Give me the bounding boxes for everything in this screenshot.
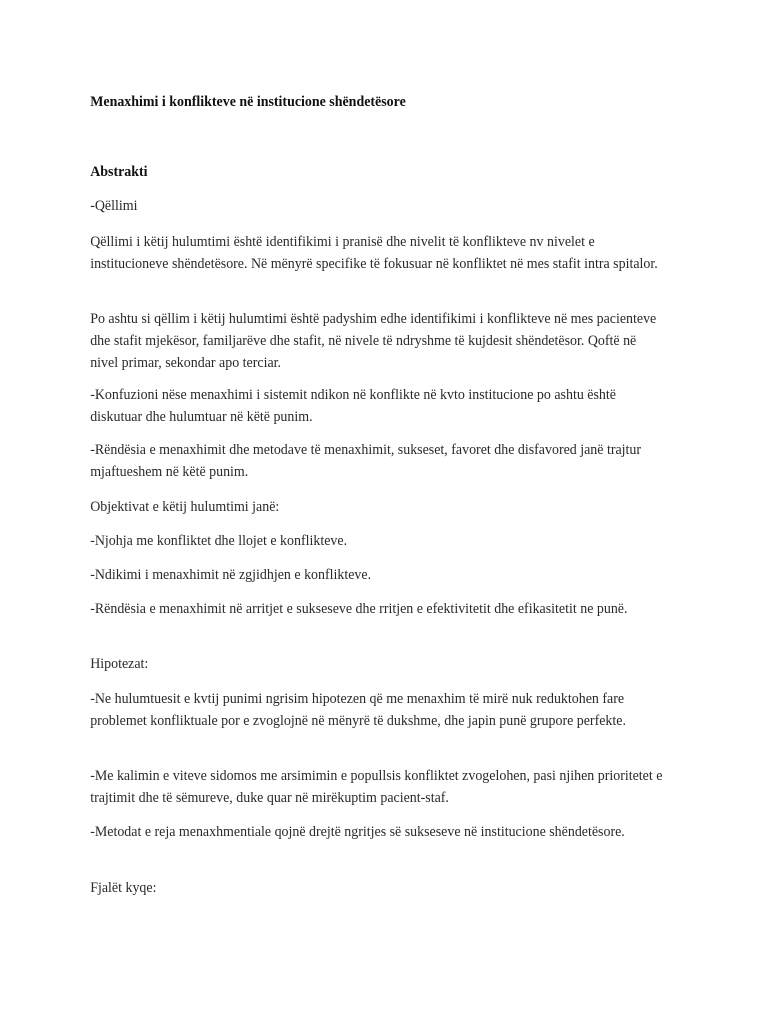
paragraph-qellimi-label: -Qëllimi — [90, 198, 138, 214]
paragraph-hipotezat-heading: Hipotezat: — [90, 656, 149, 672]
list-item-hypothesis-3: -Metodat e reja menaxhmentiale qojnë drejtë ngritjes së sukseseve në institucione shëndetësore. — [90, 824, 625, 840]
list-item-objective-1: -Njohja me konfliktet dhe llojet e konflikteve. — [90, 533, 348, 549]
paragraph-keywords-heading: Fjalët kyqe: — [90, 880, 157, 896]
list-item-objective-3: -Rëndësia e menaxhimit në arritjet e sukseseve dhe rritjen e efektivitetit dhe efikasitetit ne punë. — [90, 601, 628, 617]
paragraph-qellimi-text: Qëllimi i këtij hulumtimi është identifikimi i pranisë dhe nivelit të konflikteve nv nivelet e institucioneve shëndetësore. Në mënyrë specifike të fokusuar në konfliktet në mes stafit intra spitalor. — [90, 234, 658, 272]
section-heading-abstrakti: Abstrakti — [90, 164, 148, 180]
paragraph-qellimi-second: Po ashtu si qëllim i këtij hulumtimi është padyshim edhe identifikimi i konflikteve në mes pacienteve dhe stafit mjekësor, familjarëve dhe stafit, në nivele të ndryshme të kujdesit shëndetësor. Qoftë në nivel primar, sekondar apo terciar. — [90, 311, 657, 371]
paragraph-rendesia: -Rëndësia e menaxhimit dhe metodave të menaxhimit, sukseset, favoret dhe disfavored janë trajtur mjaftueshem në këtë punim. — [90, 442, 642, 480]
paragraph-konfuzioni: -Konfuzioni nëse menaxhimi i sistemit ndikon në konflikte në kvto institucione po ashtu është diskutuar dhe hulumtuar në këtë punim. — [90, 387, 616, 425]
list-item-hypothesis-2: -Me kalimin e viteve sidomos me arsimimin e popullsis konfliktet zvogelohen, pasi njihen prioritetet e trajtimit dhe të sëmureve, duke quar në mirëkuptim pacient-staf. — [90, 768, 663, 806]
list-item-objective-2: -Ndikimi i menaxhimit në zgjidhjen e konflikteve. — [90, 567, 372, 583]
list-item-hypothesis-1: -Ne hulumtuesit e kvtij punimi ngrisim hipotezen që me menaxhim të mirë nuk reduktohen fare problemet konfliktuale por e zvoglojnë në mënyrë të dukshme, dhe japin punë grupore perfekte. — [90, 691, 626, 729]
paragraph-objektivat-heading: Objektivat e këtij hulumtimi janë: — [90, 499, 280, 515]
document-title: Menaxhimi i konflikteve në institucione shëndetësore — [90, 94, 406, 110]
